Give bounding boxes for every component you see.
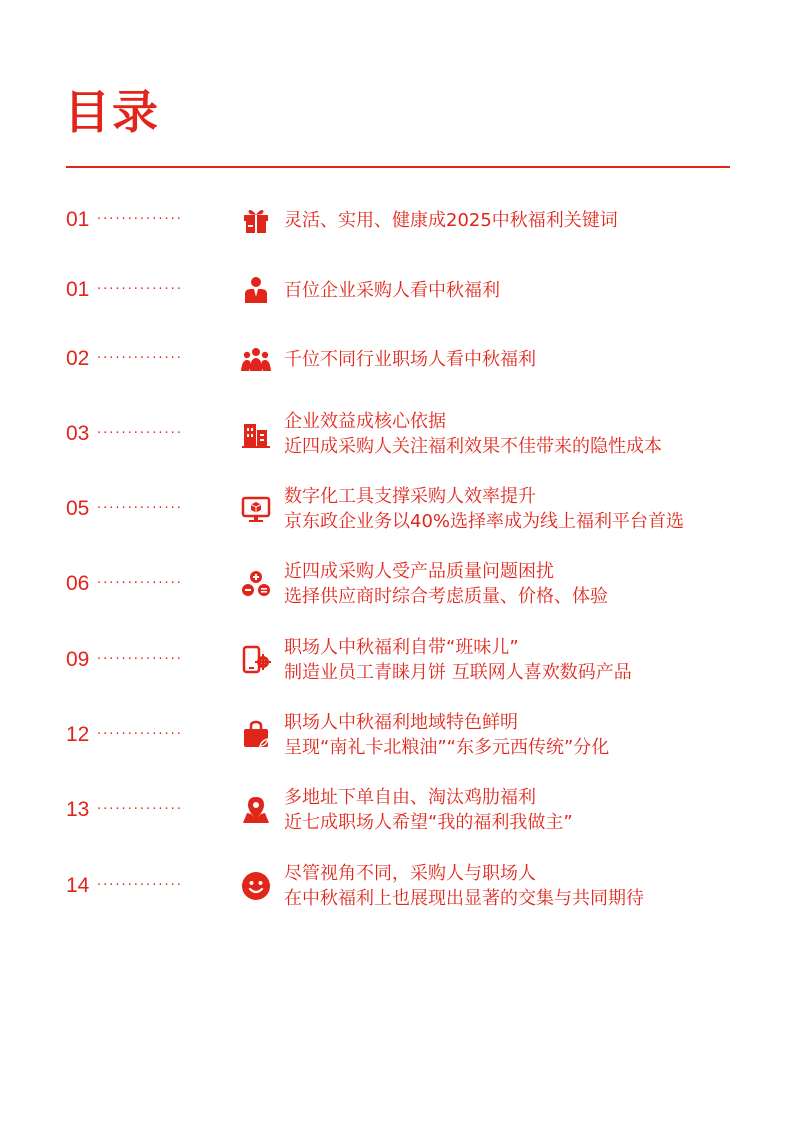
toc-entry-text [284, 404, 662, 464]
dot-leader: ·············· [97, 351, 183, 366]
toc-entry-title: 千位不同行业职场人看中秋福利 [284, 348, 536, 370]
toc-entry-title: 职场人中秋福利地域特色鲜明 [284, 712, 518, 733]
toc-entry[interactable] [66, 705, 736, 765]
toc-entry-title: 近四成采购人受产品质量问题困扰 [284, 561, 554, 582]
person-icon [241, 275, 271, 305]
title-divider [66, 166, 730, 168]
dot-leader: ·············· [97, 426, 183, 441]
toc-entry[interactable] [66, 260, 736, 320]
toc-entry-subtitle: 近七成职场人希望“我的福利我做主” [284, 812, 573, 833]
toc-entry[interactable] [66, 479, 736, 539]
page-title: 目录 [64, 85, 160, 139]
monitor-box-icon [241, 494, 271, 524]
page-number: 14 [66, 874, 90, 897]
toc-entry[interactable] [66, 190, 736, 250]
toc-entry[interactable] [66, 780, 736, 840]
toc-entry-title: 数字化工具支撑采购人效率提升 [284, 486, 536, 507]
dot-leader: ·············· [97, 652, 183, 667]
toc-entry-text [284, 329, 536, 389]
toc-entry-text [284, 780, 573, 840]
page-number: 02 [66, 347, 90, 370]
dot-leader: ·············· [97, 878, 183, 893]
toc-entry-title: 尽管视角不同，采购人与职场人 [284, 863, 536, 884]
phone-gear-icon [241, 645, 271, 675]
toc-entry-text [284, 705, 609, 765]
toc-entry-subtitle: 近四成采购人关注福利效果不佳带来的隐性成本 [284, 436, 662, 457]
toc-entry-text [284, 479, 684, 539]
page-number: 01 [66, 278, 90, 301]
building-icon [241, 419, 271, 449]
toc-entry-text [284, 190, 618, 250]
toc-entry-title: 职场人中秋福利自带“班味儿” [284, 637, 519, 658]
page-number: 01 [66, 208, 90, 231]
dot-leader: ·············· [97, 802, 183, 817]
toc-entry[interactable] [66, 856, 736, 916]
toc-entry-title: 多地址下单自由、淘汰鸡肋福利 [284, 787, 536, 808]
map-pin-icon [241, 795, 271, 825]
page-number: 03 [66, 422, 90, 445]
page-number: 05 [66, 497, 90, 520]
toc-entry-text [284, 630, 632, 690]
dot-leader: ·············· [97, 727, 183, 742]
shopping-bag-icon [241, 720, 271, 750]
toc-entry-subtitle: 呈现“南礼卡北粮油”“东多元西传统”分化 [284, 737, 610, 758]
toc-entry[interactable] [66, 554, 736, 614]
toc-entry-title: 百位企业采购人看中秋福利 [284, 279, 500, 301]
page-number: 09 [66, 648, 90, 671]
toc-entry-subtitle: 制造业员工青睐月饼 互联网人喜欢数码产品 [284, 662, 632, 683]
dot-leader: ·············· [97, 576, 183, 591]
toc-entry-subtitle: 京东政企业务以40%选择率成为线上福利平台首选 [284, 511, 685, 532]
toc-entry[interactable] [66, 329, 736, 389]
dot-leader: ·············· [97, 282, 183, 297]
smiley-icon [241, 871, 271, 901]
page-number: 13 [66, 798, 90, 821]
blocks-icon [241, 569, 271, 599]
gift-icon [241, 205, 271, 235]
toc-entry-title: 灵活、实用、健康成2025中秋福利关键词 [284, 209, 618, 231]
toc-entry-text [284, 856, 644, 916]
toc-entry[interactable] [66, 630, 736, 690]
page-number: 12 [66, 723, 90, 746]
toc-entry-subtitle: 在中秋福利上也展现出显著的交集与共同期待 [284, 888, 644, 909]
toc-entry[interactable] [66, 404, 736, 464]
dot-leader: ·············· [97, 212, 183, 227]
dot-leader: ·············· [97, 501, 183, 516]
toc-entry-text [284, 260, 500, 320]
toc-entry-subtitle: 选择供应商时综合考虑质量、价格、体验 [284, 586, 608, 607]
group-icon [241, 344, 271, 374]
toc-entry-title: 企业效益成核心依据 [284, 411, 446, 432]
toc-entry-text [284, 554, 608, 614]
page-number: 06 [66, 572, 90, 595]
